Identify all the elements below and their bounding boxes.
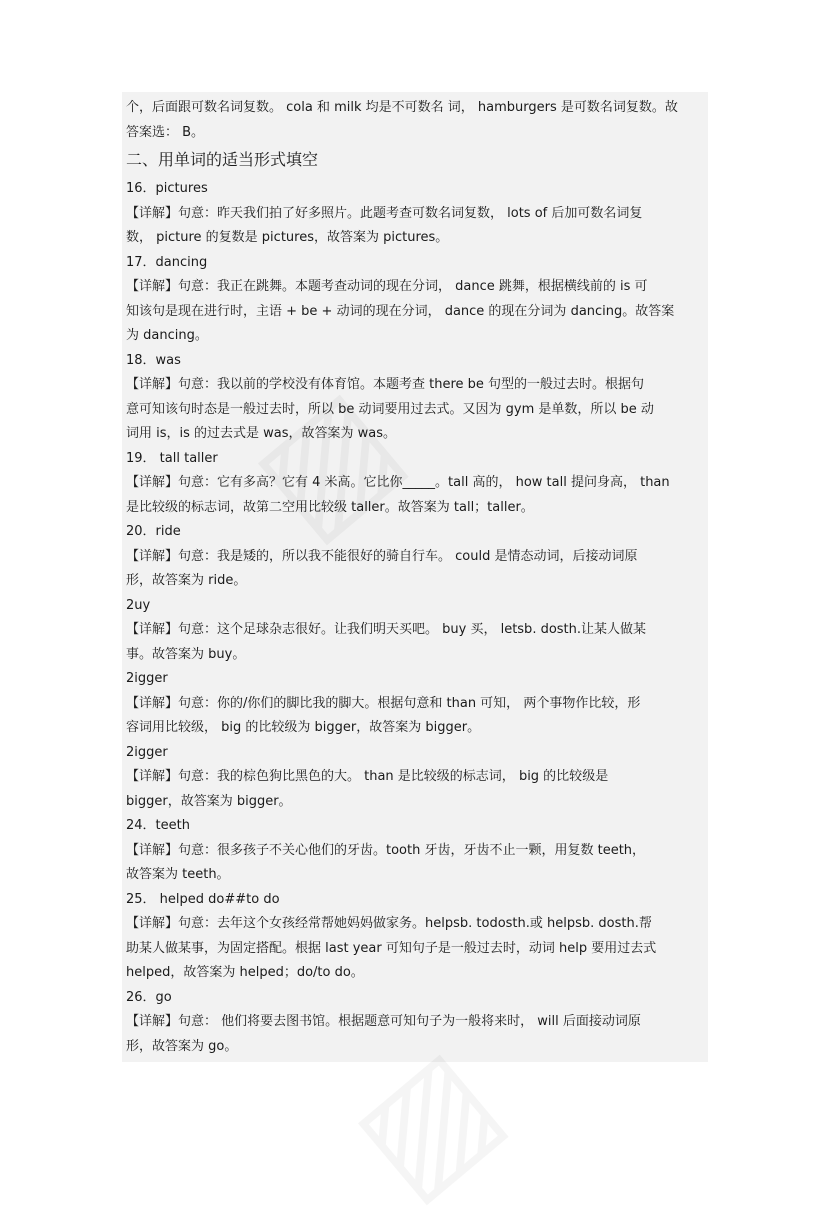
intro-line: 个，后面跟可数名词复数。 cola 和 milk 均是不可数名 词， hamburgers 是可数名词复数。故	[126, 100, 678, 115]
answer-number: 19． tall taller	[126, 450, 218, 466]
answer-list	[126, 177, 704, 1059]
answer-detail-line: helped，故答案为 helped；do/to do。	[126, 965, 364, 980]
answer-detail-line: 助某人做某事，为固定搭配。根据 last year 可知句子是一般过去时，动词 help 要用过去式	[126, 940, 657, 956]
answer-detail-line: 故答案为 teeth。	[126, 867, 230, 882]
answer-number: 24．teeth	[126, 818, 190, 833]
answer-number: 26．go	[126, 989, 172, 1005]
section-title: 二、用单词的适当形式填空	[126, 150, 319, 169]
answer-detail-line: 词用 is，is 的过去式是 was，故答案为 was。	[126, 426, 397, 441]
answer-number: 2igger	[126, 671, 168, 686]
answer-detail-line: 形，故答案为 ride。	[126, 573, 247, 588]
answer-detail-line: 知该句是现在进行时，主语 + be + 动词的现在分词， dance 的现在分词为 dancing。故答案	[126, 303, 675, 319]
answer-item	[126, 594, 704, 668]
answer-item	[126, 888, 704, 986]
answer-detail-line: 【详解】句意：去年这个女孩经常帮她妈妈做家务。helpsb. todosth.或 helpsb. dosth.帮	[126, 916, 652, 931]
answer-detail-line: 为 dancing。	[126, 328, 208, 343]
answer-number: 16．pictures	[126, 181, 208, 196]
answer-detail-line: 【详解】句意：我正在跳舞。本题考查动词的现在分词， dance 跳舞，根据横线前的 is 可	[126, 279, 648, 294]
answer-detail-line: 【详解】句意：很多孩子不关心他们的牙齿。tooth 牙齿，牙齿不止一颗，用复数 teeth，	[126, 842, 646, 858]
answer-detail-line: 事。故答案为 buy。	[126, 646, 246, 662]
answer-detail-line: 【详解】句意：这个足球杂志很好。让我们明天买吧。 buy 买， letsb. dosth.让某人做某	[126, 622, 647, 637]
intro-line: 答案选： B。	[126, 124, 205, 140]
answer-detail-line: 【详解】句意：我的棕色狗比黑色的大。 than 是比较级的标志词， big 的比较级是	[126, 769, 609, 784]
answer-detail-line: 【详解】句意：我以前的学校没有体育馆。本题考查 there be 句型的一般过去时。根据句	[126, 377, 645, 392]
answer-detail-line: bigger，故答案为 bigger。	[126, 793, 292, 809]
answer-number: 25． helped do##to do	[126, 891, 280, 907]
answer-item	[126, 177, 704, 251]
answer-detail-line: 【详解】句意：它有多高？它有 4 米高。它比你_____。tall 高的， how tall 提问身高， than	[126, 475, 670, 490]
answer-number: 2igger	[126, 744, 168, 760]
answer-detail-line: 【详解】句意：昨天我们拍了好多照片。此题考查可数名词复数， lots of 后加可数名词复	[126, 205, 643, 221]
answer-item	[126, 986, 704, 1060]
answer-item	[126, 814, 704, 888]
answer-detail-line: 【详解】句意： 他们将要去图书馆。根据题意可知句子为一般将来时， will 后面接动词原	[126, 1014, 641, 1029]
answer-item	[126, 520, 704, 594]
answer-detail-line: 【详解】句意：你的/你们的脚比我的脚大。根据句意和 than 可知， 两个事物作比较，形	[126, 695, 641, 711]
answer-number: 20．ride	[126, 524, 181, 539]
answer-item	[126, 251, 704, 349]
answer-item	[126, 349, 704, 447]
answer-detail-line: 【详解】句意：我是矮的，所以我不能很好的骑自行车。 could 是情态动词，后接动词原	[126, 548, 638, 564]
answer-detail-line: 形，故答案为 go。	[126, 1038, 238, 1054]
answer-item	[126, 667, 704, 741]
answer-detail-line: 意可知该句时态是一般过去时，所以 be 动词要用过去式。又因为 gym 是单数，所以 be 动	[126, 401, 654, 417]
answer-number: 18．was	[126, 352, 181, 368]
answer-number: 17．dancing	[126, 254, 208, 270]
answer-detail-line: 是比较级的标志词，故第二空用比较级 taller。故答案为 tall；taller。	[126, 499, 534, 515]
document-content	[126, 96, 704, 1059]
answer-detail-line: 数， picture 的复数是 pictures，故答案为 pictures。	[126, 230, 449, 245]
answer-detail-line: 容词用比较级， big 的比较级为 bigger，故答案为 bigger。	[126, 720, 481, 735]
answer-item	[126, 741, 704, 815]
answer-item	[126, 447, 704, 521]
answer-number: 2uy	[126, 597, 151, 613]
